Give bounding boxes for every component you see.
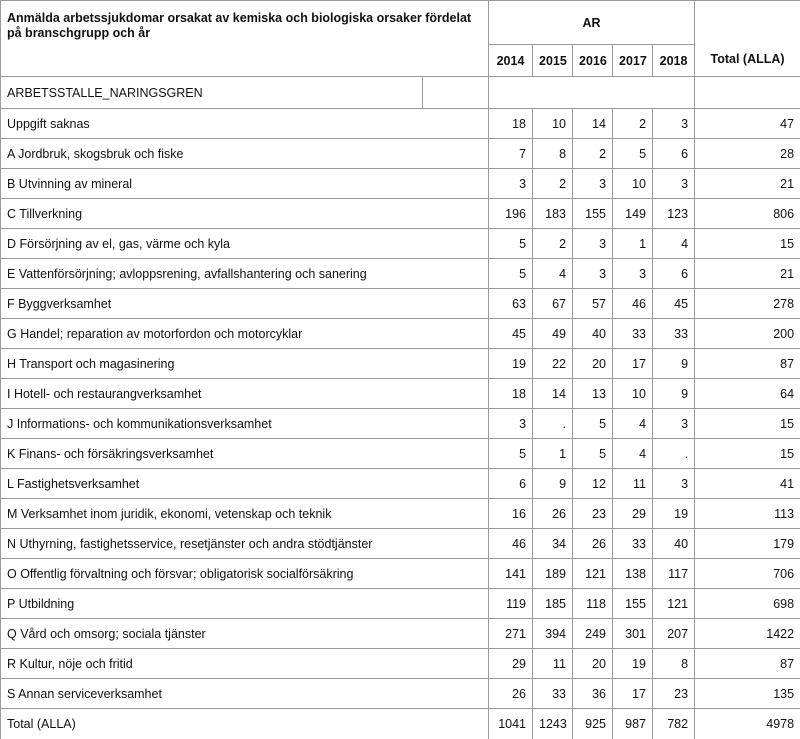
- table-row: [1, 619, 800, 649]
- table-row: [1, 679, 800, 709]
- row-label: B Utvinning av mineral: [1, 169, 489, 199]
- table-row: [1, 289, 800, 319]
- row-total-cell: 28: [695, 139, 800, 169]
- year-value-cell: 121: [653, 589, 695, 619]
- year-value-cell: 46: [613, 289, 653, 319]
- year-value-cell: 19: [613, 649, 653, 679]
- year-header: 2018: [653, 45, 695, 77]
- year-header: 2015: [533, 45, 573, 77]
- year-value-cell: 3: [653, 469, 695, 499]
- year-value-cell: 18: [489, 109, 533, 139]
- year-value-cell: 57: [573, 289, 613, 319]
- year-value-cell: 207: [653, 619, 695, 649]
- table-row: [1, 319, 800, 349]
- year-value-cell: 3: [653, 409, 695, 439]
- year-value-cell: 9: [533, 469, 573, 499]
- row-total-cell: 135: [695, 679, 800, 709]
- year-value-cell: 14: [533, 379, 573, 409]
- row-total-cell: 47: [695, 109, 800, 139]
- year-value-cell: 17: [613, 349, 653, 379]
- year-value-cell: 19: [653, 499, 695, 529]
- year-value-cell: 67: [533, 289, 573, 319]
- year-value-cell: 20: [573, 349, 613, 379]
- year-value-cell: 45: [653, 289, 695, 319]
- year-value-cell: 6: [653, 139, 695, 169]
- year-value-cell: 5: [613, 139, 653, 169]
- row-label: Total (ALLA): [1, 709, 489, 739]
- table-row: [1, 109, 800, 139]
- row-label: R Kultur, nöje och fritid: [1, 649, 489, 679]
- year-value-cell: 9: [653, 379, 695, 409]
- table-row: [1, 589, 800, 619]
- row-total-cell: 21: [695, 169, 800, 199]
- year-value-cell: 6: [653, 259, 695, 289]
- year-value-cell: 4: [613, 439, 653, 469]
- year-value-cell: 301: [613, 619, 653, 649]
- year-value-cell: 189: [533, 559, 573, 589]
- year-header: 2017: [613, 45, 653, 77]
- row-label: M Verksamhet inom juridik, ekonomi, vetenskap och teknik: [1, 499, 489, 529]
- year-value-cell: 46: [489, 529, 533, 559]
- year-value-cell: 5: [489, 439, 533, 469]
- year-value-cell: 155: [573, 199, 613, 229]
- table-row: [1, 439, 800, 469]
- year-value-cell: 185: [533, 589, 573, 619]
- row-total-cell: 15: [695, 439, 800, 469]
- row-label: A Jordbruk, skogsbruk och fiske: [1, 139, 489, 169]
- row-label: E Vattenförsörjning; avloppsrening, avfallshantering och sanering: [1, 259, 489, 289]
- row-label: I Hotell- och restaurangverksamhet: [1, 379, 489, 409]
- total-column-header: Total (ALLA): [695, 1, 800, 77]
- year-value-cell: 29: [613, 499, 653, 529]
- year-value-cell: 11: [613, 469, 653, 499]
- row-total-cell: 179: [695, 529, 800, 559]
- year-value-cell: 36: [573, 679, 613, 709]
- year-value-cell: 10: [533, 109, 573, 139]
- year-value-cell: 5: [489, 229, 533, 259]
- year-value-cell: 33: [613, 529, 653, 559]
- year-header: 2016: [573, 45, 613, 77]
- year-value-cell: 2: [613, 109, 653, 139]
- row-total-cell: 200: [695, 319, 800, 349]
- table-row: [1, 379, 800, 409]
- year-value-cell: 40: [653, 529, 695, 559]
- table-row: [1, 139, 800, 169]
- year-value-cell: 118: [573, 589, 613, 619]
- row-total-cell: 41: [695, 469, 800, 499]
- year-value-cell: 40: [573, 319, 613, 349]
- year-value-cell: 26: [489, 679, 533, 709]
- year-value-cell: 2: [573, 139, 613, 169]
- year-value-cell: 10: [613, 379, 653, 409]
- year-value-cell: 33: [653, 319, 695, 349]
- row-total-cell: 698: [695, 589, 800, 619]
- row-total-cell: 87: [695, 349, 800, 379]
- row-label: Uppgift saknas: [1, 109, 489, 139]
- year-value-cell: 7: [489, 139, 533, 169]
- row-total-cell: 806: [695, 199, 800, 229]
- year-value-cell: 11: [533, 649, 573, 679]
- year-value-cell: 6: [489, 469, 533, 499]
- year-value-cell: 3: [489, 169, 533, 199]
- year-value-cell: 63: [489, 289, 533, 319]
- year-header: 2014: [489, 45, 533, 77]
- row-total-cell: 15: [695, 409, 800, 439]
- year-value-cell: 29: [489, 649, 533, 679]
- year-value-cell: 3: [653, 169, 695, 199]
- row-label: J Informations- och kommunikationsverksamhet: [1, 409, 489, 439]
- year-value-cell: 3: [489, 409, 533, 439]
- year-value-cell: 4: [533, 259, 573, 289]
- year-value-cell: 34: [533, 529, 573, 559]
- year-value-cell: 26: [573, 529, 613, 559]
- year-value-cell: 5: [573, 409, 613, 439]
- year-value-cell: 23: [573, 499, 613, 529]
- year-value-cell: 121: [573, 559, 613, 589]
- year-value-cell: 782: [653, 709, 695, 739]
- year-value-cell: 3: [573, 259, 613, 289]
- year-value-cell: 123: [653, 199, 695, 229]
- row-total-cell: 64: [695, 379, 800, 409]
- dimension-row: [1, 77, 800, 109]
- row-label: F Byggverksamhet: [1, 289, 489, 319]
- year-value-cell: 3: [613, 259, 653, 289]
- year-value-cell: 22: [533, 349, 573, 379]
- year-value-cell: 26: [533, 499, 573, 529]
- table-row: [1, 169, 800, 199]
- row-label: G Handel; reparation av motorfordon och motorcyklar: [1, 319, 489, 349]
- year-value-cell: 3: [573, 229, 613, 259]
- year-value-cell: .: [653, 439, 695, 469]
- row-label: K Finans- och försäkringsverksamhet: [1, 439, 489, 469]
- year-value-cell: 1041: [489, 709, 533, 739]
- year-value-cell: 45: [489, 319, 533, 349]
- year-value-cell: 16: [489, 499, 533, 529]
- row-label: P Utbildning: [1, 589, 489, 619]
- year-value-cell: 4: [613, 409, 653, 439]
- row-label: H Transport och magasinering: [1, 349, 489, 379]
- table-row: [1, 469, 800, 499]
- dimension-label: ARBETSSTALLE_NARINGSGREN: [1, 77, 423, 109]
- table-row: [1, 199, 800, 229]
- year-value-cell: 3: [573, 169, 613, 199]
- year-value-cell: 13: [573, 379, 613, 409]
- row-label: N Uthyrning, fastighetsservice, resetjänster och andra stödtjänster: [1, 529, 489, 559]
- year-value-cell: 33: [533, 679, 573, 709]
- year-value-cell: 1: [533, 439, 573, 469]
- row-total-cell: 21: [695, 259, 800, 289]
- row-label: S Annan serviceverksamhet: [1, 679, 489, 709]
- dimension-spacer: [423, 77, 489, 109]
- table-row: [1, 499, 800, 529]
- year-value-cell: 9: [653, 349, 695, 379]
- row-total-cell: 278: [695, 289, 800, 319]
- row-label: L Fastighetsverksamhet: [1, 469, 489, 499]
- row-total-cell: 15: [695, 229, 800, 259]
- year-value-cell: 925: [573, 709, 613, 739]
- row-total-cell: 1422: [695, 619, 800, 649]
- year-value-cell: 19: [489, 349, 533, 379]
- year-value-cell: 196: [489, 199, 533, 229]
- year-value-cell: 141: [489, 559, 533, 589]
- table-row: [1, 529, 800, 559]
- table-title: Anmälda arbetssjukdomar orsakat av kemiska och biologiska orsaker fördelat på branschgrupp och år: [1, 1, 489, 77]
- year-value-cell: 119: [489, 589, 533, 619]
- row-total-cell: 113: [695, 499, 800, 529]
- year-value-cell: 5: [489, 259, 533, 289]
- dimension-blank-total: [695, 77, 800, 109]
- year-group-header: AR: [489, 1, 695, 45]
- year-value-cell: 10: [613, 169, 653, 199]
- year-value-cell: 8: [653, 649, 695, 679]
- year-value-cell: 271: [489, 619, 533, 649]
- year-value-cell: 4: [653, 229, 695, 259]
- table-row: [1, 349, 800, 379]
- row-total-cell: 87: [695, 649, 800, 679]
- dimension-blank: [489, 77, 695, 109]
- year-value-cell: 138: [613, 559, 653, 589]
- row-label: O Offentlig förvaltning och försvar; obligatorisk socialförsäkring: [1, 559, 489, 589]
- year-value-cell: 49: [533, 319, 573, 349]
- row-total-cell: 706: [695, 559, 800, 589]
- table-row: [1, 559, 800, 589]
- table-row: [1, 229, 800, 259]
- year-value-cell: 183: [533, 199, 573, 229]
- table-row: [1, 409, 800, 439]
- year-value-cell: .: [533, 409, 573, 439]
- year-value-cell: 155: [613, 589, 653, 619]
- table-row: [1, 259, 800, 289]
- year-value-cell: 987: [613, 709, 653, 739]
- row-total-cell: 4978: [695, 709, 800, 739]
- year-value-cell: 23: [653, 679, 695, 709]
- year-value-cell: 394: [533, 619, 573, 649]
- year-value-cell: 33: [613, 319, 653, 349]
- row-label: D Försörjning av el, gas, värme och kyla: [1, 229, 489, 259]
- year-value-cell: 1: [613, 229, 653, 259]
- year-value-cell: 2: [533, 229, 573, 259]
- year-value-cell: 2: [533, 169, 573, 199]
- year-value-cell: 8: [533, 139, 573, 169]
- year-value-cell: 12: [573, 469, 613, 499]
- year-value-cell: 17: [613, 679, 653, 709]
- year-value-cell: 1243: [533, 709, 573, 739]
- table-row: [1, 649, 800, 679]
- year-value-cell: 14: [573, 109, 613, 139]
- year-value-cell: 20: [573, 649, 613, 679]
- year-value-cell: 249: [573, 619, 613, 649]
- total-row: [1, 709, 800, 739]
- year-value-cell: 5: [573, 439, 613, 469]
- row-label: C Tillverkning: [1, 199, 489, 229]
- year-value-cell: 3: [653, 109, 695, 139]
- year-value-cell: 117: [653, 559, 695, 589]
- row-label: Q Vård och omsorg; sociala tjänster: [1, 619, 489, 649]
- year-value-cell: 18: [489, 379, 533, 409]
- year-value-cell: 149: [613, 199, 653, 229]
